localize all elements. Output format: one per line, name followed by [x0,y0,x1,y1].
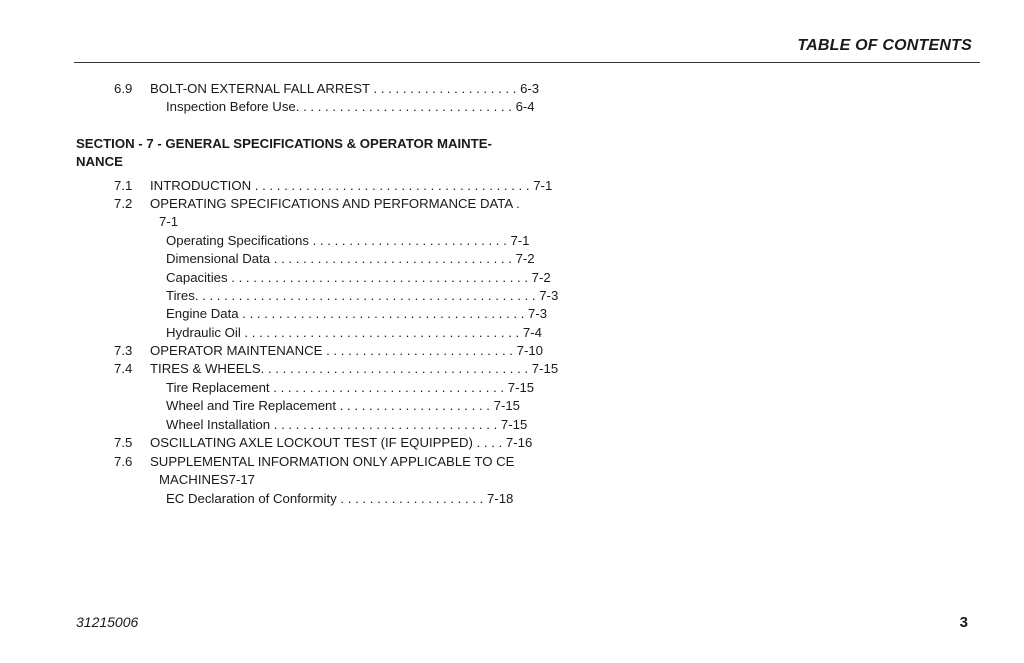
document-number: 31215006 [76,614,139,630]
toc-subentry[interactable]: Wheel and Tire Replacement . . . . . . . . . . . . . . . . . . . . . 7-15 [166,398,521,413]
toc-subentry[interactable]: Operating Specifications . . . . . . . . . . . . . . . . . . . . . . . . . . . 7-1 [166,233,530,248]
toc-entry-continuation[interactable]: MACHINES7-17 [159,472,256,487]
page-number: 3 [959,614,968,631]
toc-number: 7.1 [114,178,133,193]
toc-entry[interactable]: INTRODUCTION . . . . . . . . . . . . . . . . . . . . . . . . . . . . . . . . . . . . . . 7-1 [150,178,553,193]
toc-number: 7.2 [114,196,133,211]
toc-subentry[interactable]: Capacities . . . . . . . . . . . . . . . . . . . . . . . . . . . . . . . . . . . . . . . . . 7-2 [166,270,551,285]
toc-subentry[interactable]: Wheel Installation . . . . . . . . . . . . . . . . . . . . . . . . . . . . . . . 7-15 [166,417,528,432]
toc-entry[interactable]: TIRES & WHEELS. . . . . . . . . . . . . . . . . . . . . . . . . . . . . . . . . . . . . 7-15 [150,361,559,376]
toc-entry-page[interactable]: 7-1 [159,214,179,229]
toc-number: 6.9 [114,81,133,96]
toc-subentry[interactable]: Dimensional Data . . . . . . . . . . . . . . . . . . . . . . . . . . . . . . . . . 7-2 [166,251,535,266]
toc-number: 7.3 [114,343,133,358]
toc-number: 7.4 [114,361,133,376]
toc-entry[interactable]: BOLT-ON EXTERNAL FALL ARREST . . . . . . . . . . . . . . . . . . . . 6-3 [150,81,540,96]
toc-entry[interactable]: OSCILLATING AXLE LOCKOUT TEST (IF EQUIPPED) . . . . 7-16 [150,435,533,450]
toc-entry[interactable]: OPERATOR MAINTENANCE . . . . . . . . . . . . . . . . . . . . . . . . . . 7-10 [150,343,544,358]
toc-subentry[interactable]: Hydraulic Oil . . . . . . . . . . . . . . . . . . . . . . . . . . . . . . . . . . . . . . 7-4 [166,325,542,340]
section-heading-line-1: SECTION - 7 - GENERAL SPECIFICATIONS & OPERATOR MAINTE- [76,136,492,151]
section-heading-line-2: NANCE [76,154,123,169]
toc-entry[interactable]: OPERATING SPECIFICATIONS AND PERFORMANCE DATA . [150,196,520,211]
toc-subentry[interactable]: EC Declaration of Conformity . . . . . . . . . . . . . . . . . . . . 7-18 [166,491,514,506]
toc-subentry[interactable]: Engine Data . . . . . . . . . . . . . . . . . . . . . . . . . . . . . . . . . . . . . . . 7-3 [166,306,548,321]
toc-number: 7.5 [114,435,133,450]
toc-entry[interactable]: SUPPLEMENTAL INFORMATION ONLY APPLICABLE TO CE [150,454,515,469]
toc-subentry[interactable]: Tire Replacement . . . . . . . . . . . . . . . . . . . . . . . . . . . . . . . . 7-15 [166,380,535,395]
toc-number: 7.6 [114,454,133,469]
toc-subentry[interactable]: Inspection Before Use. . . . . . . . . . . . . . . . . . . . . . . . . . . . . . 6-4 [166,99,535,114]
toc-subentry[interactable]: Tires. . . . . . . . . . . . . . . . . . . . . . . . . . . . . . . . . . . . . . . . . . . . . . . 7-3 [166,288,559,303]
page-header-title: TABLE OF CONTENTS [797,37,972,54]
